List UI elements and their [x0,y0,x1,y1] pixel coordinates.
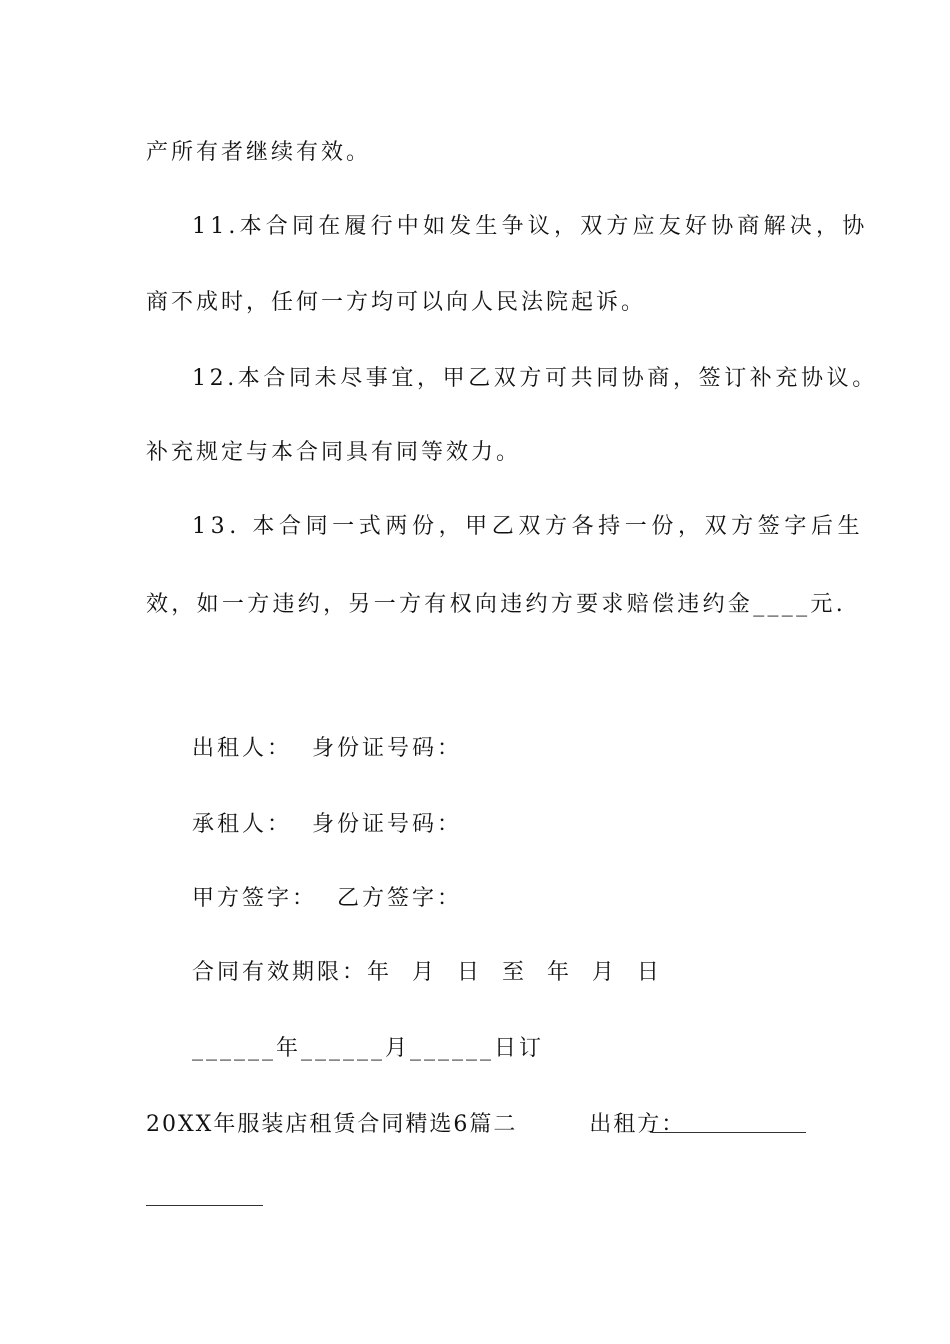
clause-12-line-2: 补充规定与本合同具有同等效力。 [146,440,522,465]
signatures-line: 甲方签字： 乙方签字： [192,886,462,911]
clause-13-line-2: 效，如一方违约，另一方有权向违约方要求赔偿违约金____元. [146,592,846,617]
validity-line: 合同有效期限：年 月 日 至 年 月 日 [192,960,662,985]
clause-11-line-1: 11.本合同在履行中如发生争议，双方应友好协商解决，协 [192,214,869,239]
paragraph-line: 产所有者继续有效。 [146,140,372,165]
clause-13-line-1: 13. 本合同一式两份，甲乙双方各持一份，双方签字后生 [192,514,865,539]
lessee-line: 承租人： 身份证号码： [192,812,462,837]
lessor-fill-blank-continued [146,1205,263,1206]
clause-12-line-1: 12.本合同未尽事宜，甲乙双方可共同协商，签订补充协议。 [192,366,878,391]
clause-11-line-2: 商不成时，任何一方均可以向人民法院起诉。 [146,290,647,315]
next-contract-heading: 20XX年服装店租赁合同精选6篇二 出租方： [146,1112,686,1137]
sign-date-line: ______年______月______日订 [192,1036,545,1061]
lessor-line: 出租人： 身份证号码： [192,736,462,761]
lessor-fill-blank [652,1132,806,1133]
